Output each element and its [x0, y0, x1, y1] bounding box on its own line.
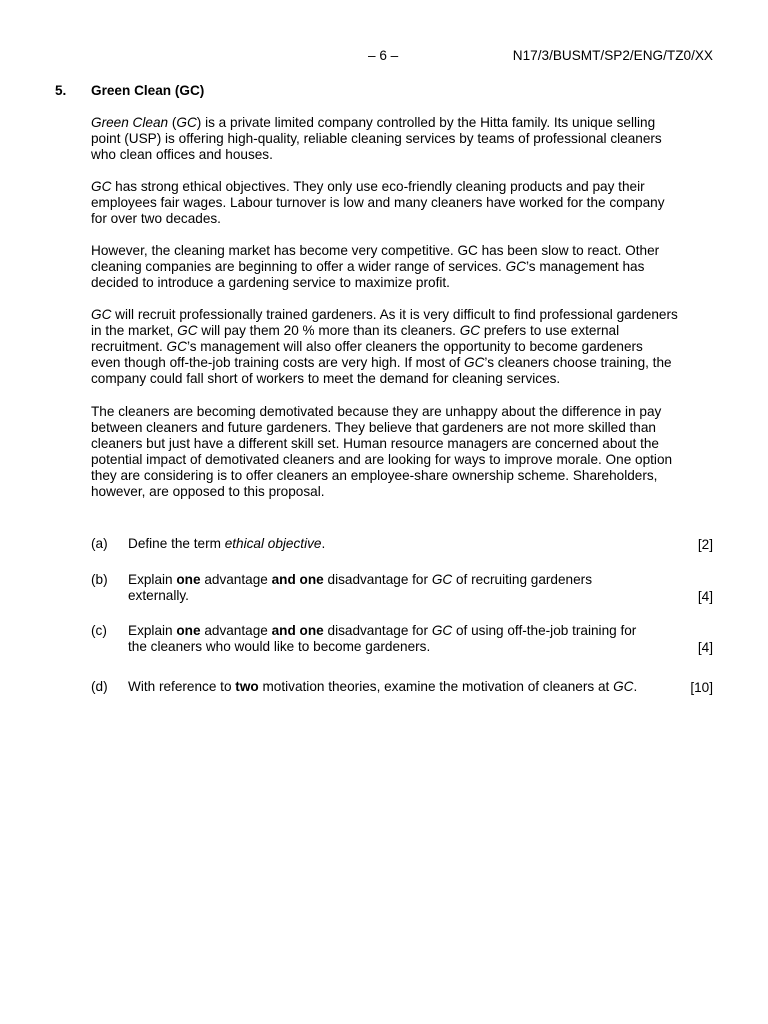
text-run: has strong ethical objectives. They only use eco-friendly cleaning products and pay their	[111, 179, 645, 194]
paragraph-line	[91, 307, 721, 323]
case-paragraph-5	[91, 404, 721, 501]
marks: [4]	[697, 588, 713, 604]
question-part-c	[91, 623, 713, 656]
marks: [10]	[690, 679, 713, 695]
paragraph-line: The cleaners are becoming demotivated because they are unhappy about the difference in pay	[91, 404, 662, 419]
company-abbrev: GC	[431, 572, 453, 587]
company-abbrev: GC	[459, 323, 481, 339]
marks: [4]	[697, 639, 713, 655]
paragraph-line: However, the cleaning market has become very competitive. GC has been slow to react. Other	[91, 243, 660, 258]
emphasis: one	[176, 572, 201, 587]
question-part-b	[91, 572, 713, 605]
text-run: even though off-the-job training costs are very high. If most of	[91, 355, 465, 371]
text-run: Define the term	[128, 536, 225, 551]
company-abbrev: GC	[505, 259, 526, 275]
paragraph-line: company could fall short of workers to meet the demand for cleaning services.	[91, 371, 561, 387]
paper-code: N17/3/BUSMT/SP2/ENG/TZ0/XX	[512, 48, 713, 63]
case-paragraph-3	[91, 243, 721, 291]
text-run: Explain	[128, 572, 177, 587]
paragraph-line: however, are opposed to this proposal.	[91, 484, 325, 500]
paragraph-line	[91, 179, 721, 195]
paragraph-line: potential impact of demotivated cleaners and are looking for ways to improve morale. One option	[91, 452, 673, 468]
paragraph-line: who clean offices and houses.	[91, 147, 273, 163]
part-letter: (d)	[91, 679, 108, 694]
part-text	[128, 536, 668, 552]
text-run: ) is a private limited company controlled by the Hitta family. Its unique selling	[196, 115, 656, 130]
text-run: disadvantage for	[323, 572, 432, 587]
company-abbrev: GC	[176, 115, 197, 130]
paragraph-line: for over two decades.	[91, 211, 221, 227]
part-line	[128, 623, 668, 639]
text-run: disadvantage for	[323, 623, 432, 638]
emphasis: two	[235, 679, 259, 694]
text-run: of using off-the-job training for	[452, 623, 637, 638]
paragraph-line: they are considering is to offer cleaners an employee-share ownership scheme. Shareholders,	[91, 468, 658, 484]
paragraph-line: cleaners but just have a different skill set. Human resource managers are concerned about the	[91, 436, 659, 452]
text-run: will recruit professionally trained gardeners. As it is very difficult to find professional gardeners	[111, 307, 678, 322]
emphasis: ethical objective	[224, 536, 322, 551]
paragraph-line: employees fair wages. Labour turnover is low and many cleaners have worked for the company	[91, 195, 665, 211]
page-number: – 6 –	[368, 48, 399, 63]
company-abbrev: GC	[91, 179, 112, 194]
part-text	[128, 679, 688, 695]
text-run: .	[321, 536, 326, 551]
company-abbrev: GC	[464, 355, 485, 371]
question-title: Green Clean (GC)	[91, 83, 205, 98]
text-run: ’s management will also offer cleaners the opportunity to become gardeners	[186, 339, 643, 355]
text-run: motivation theories, examine the motivation of cleaners at	[258, 679, 614, 694]
paragraph-line: decided to introduce a gardening service to maximize profit.	[91, 275, 450, 291]
case-paragraph-4	[91, 307, 721, 387]
part-line	[128, 572, 668, 588]
text-run: ’s cleaners choose training, the	[484, 355, 672, 371]
paragraph-line	[91, 115, 721, 131]
question-part-d	[91, 679, 713, 696]
company-abbrev: GC	[431, 623, 453, 638]
text-run: (	[168, 115, 177, 130]
case-paragraph-1	[91, 115, 721, 163]
paragraph-line: point (USP) is offering high-quality, reliable cleaning services by teams of professional cleaners	[91, 131, 662, 147]
emphasis: and one	[271, 572, 324, 587]
marks: [2]	[697, 536, 713, 552]
text-run: Explain	[128, 623, 177, 638]
text-run: advantage	[200, 623, 272, 638]
paragraph-line	[91, 323, 721, 339]
paragraph-line	[91, 339, 721, 355]
paragraph-line	[91, 355, 721, 371]
part-line: externally.	[128, 588, 189, 604]
text-run: will pay them 20 % more than its cleaners.	[197, 323, 460, 339]
text-run: .	[633, 679, 638, 694]
text-run: advantage	[200, 572, 272, 587]
text-run: in the market,	[91, 323, 178, 339]
part-letter: (b)	[91, 572, 108, 587]
text-run: recruitment.	[91, 339, 167, 355]
text-run: ’s management has	[526, 259, 645, 275]
part-line: the cleaners who would like to become gardeners.	[128, 639, 431, 655]
company-abbrev: GC	[177, 323, 198, 339]
text-run: prefers to use external	[480, 323, 620, 339]
question-number: 5.	[55, 83, 67, 98]
company-abbrev: GC	[91, 307, 112, 322]
paragraph-line: between cleaners and future gardeners. They believe that gardeners are not more skilled than	[91, 420, 656, 436]
emphasis: one	[176, 623, 201, 638]
question-part-a	[91, 536, 713, 553]
emphasis: and one	[271, 623, 324, 638]
company-abbrev: GC	[613, 679, 634, 694]
text-run: of recruiting gardeners	[452, 572, 592, 587]
part-letter: (c)	[91, 623, 107, 638]
case-paragraph-2	[91, 179, 721, 227]
part-text	[128, 623, 668, 655]
company-abbrev: GC	[166, 339, 187, 355]
part-text	[128, 572, 668, 604]
paragraph-line	[91, 259, 721, 275]
text-run: cleaning companies are beginning to offer a wider range of services.	[91, 259, 506, 275]
company-name: Green Clean	[91, 115, 169, 130]
part-letter: (a)	[91, 536, 108, 551]
text-run: With reference to	[128, 679, 236, 694]
